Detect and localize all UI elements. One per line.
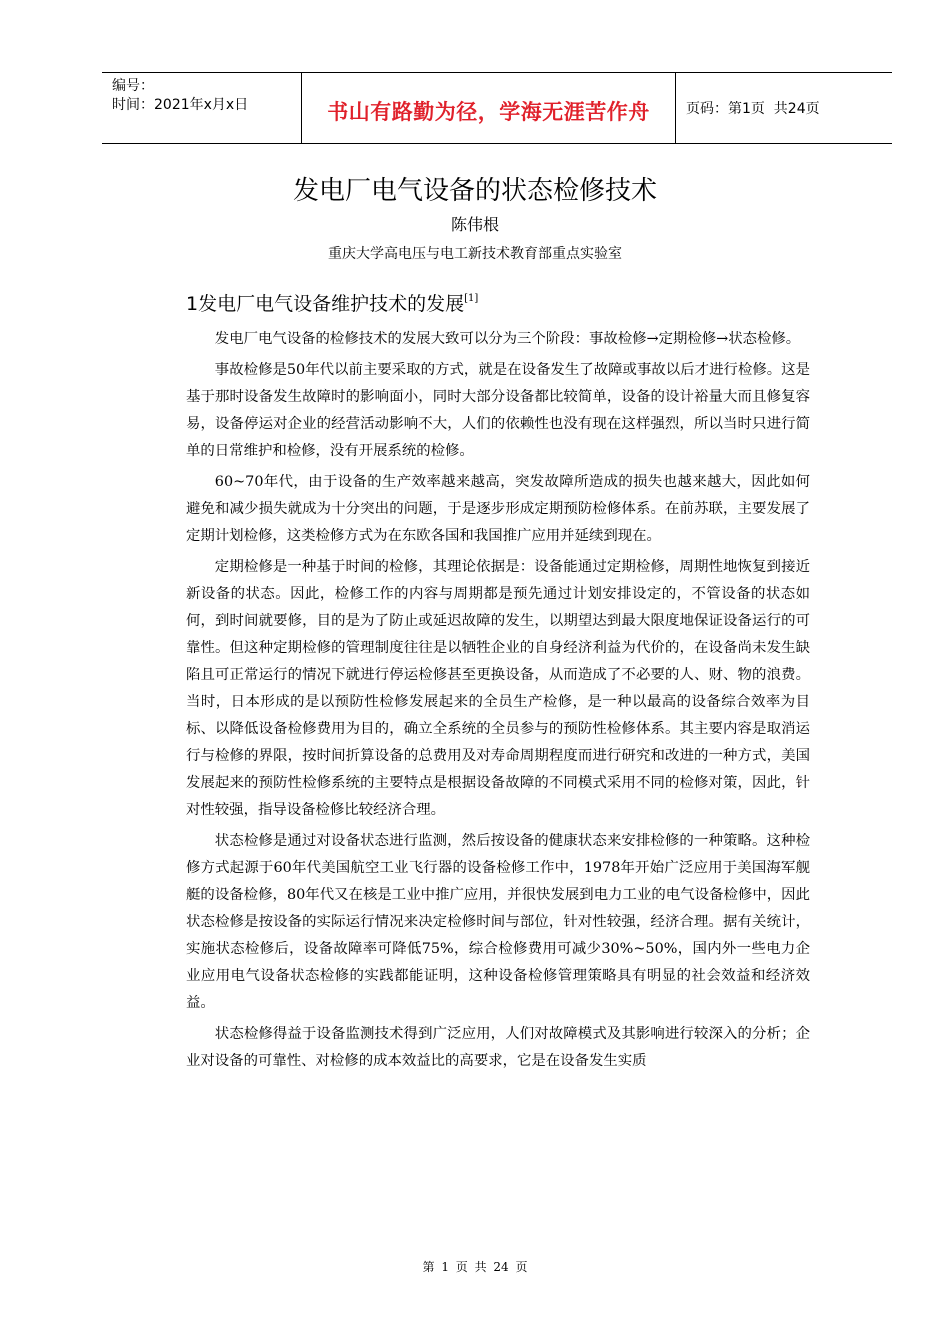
document-header-table	[102, 72, 892, 144]
paragraph: 事故检修是50年代以前主要采取的方式，就是在设备发生了故障或事故以后才进行检修。这是基于那时设备发生故障时的影响面小，同时大部分设备都比较简单，设备的设计裕量大而且修复容易，设备停运对企业的经营活动影响不大，人们的依赖性也没有现在这样强烈，所以当时只进行简单的日常维护和检修，没有开展系统的检修。	[186, 362, 810, 459]
page-footer: 第 1 页 共 24 页	[422, 1260, 528, 1274]
section-heading	[186, 289, 478, 316]
page-info: 页码：第1页 共24页	[686, 101, 820, 117]
paragraph: 定期检修是一种基于时间的检修，其理论依据是：设备能通过定期检修，周期性地恢复到接近新设备的状态。因此，检修工作的内容与周期都是预先通过计划安排设定的，不管设备的状态如何，到时间就要修，目的是为了防止或延迟故障的发生，以期望达到最大限度地保证设备运行的可靠性。但这种定期检修的管理制度往往是以牺牲企业的自身经济利益为代价的，在设备尚未发生缺陷且可正常运行的情况下就进行停运检修甚至更换设备，从而造成了不必要的人、财、物的浪费。当时，日本形成的是以预防性检修发展起来的全员生产检修，是一种以最高的设备综合效率为目标、以降低设备检修费用为目的，确立全系统的全员参与的预防性检修体系。其主要内容是取消运行与检修的界限，按时间折算设备的总费用及对寿命周期程度而进行研究和改进的一种方式，美国发展起来的预防性检修系统的主要特点是根据设备故障的不同模式采用不同的检修对策，因此，针对性较强，指导设备检修比较经济合理。	[186, 559, 810, 818]
document-title: 发电厂电气设备的状态检修技术	[292, 176, 657, 206]
header-motto: 书山有路勤为径，学海无涯苦作舟	[302, 73, 676, 143]
author-name: 陈伟根	[450, 215, 499, 234]
body-text	[186, 326, 810, 1079]
paragraph: 60~70年代，由于设备的生产效率越来越高，突发故障所造成的损失也越来越大，因此如何避免和减少损失就成为十分突出的问题，于是逐步形成定期预防检修体系。在前苏联，主要发展了定期计划检修，这类检修方式为在东欧各国和我国推广应用并延续到现在。	[186, 474, 810, 544]
paragraph: 状态检修得益于设备监测技术得到广泛应用，人们对故障模式及其影响进行较深入的分析；企业对设备的可靠性、对检修的成本效益比的高要求，它是在设备发生实质	[186, 1026, 810, 1069]
author-affiliation: 重庆大学高电压与电工新技术教育部重点实验室	[328, 246, 622, 262]
section-heading-text: 1发电厂电气设备维护技术的发展	[186, 293, 465, 315]
header-page-info-cell	[676, 73, 892, 143]
code-label: 编号：	[112, 78, 154, 94]
paragraph: 发电厂电气设备的检修技术的发展大致可以分为三个阶段：事故检修→定期检修→状态检修。	[214, 331, 801, 347]
header-meta-cell	[102, 73, 302, 143]
paragraph: 状态检修是通过对设备状态进行监测，然后按设备的健康状态来安排检修的一种策略。这种检修方式起源于60年代美国航空工业飞行器的设备检修工作中，1978年开始广泛应用于美国海军舰艇的设备检修，80年代又在核是工业中推广应用，并很快发展到电力工业的电气设备检修中，因此状态检修是按设备的实际运行情况来决定检修时间与部位，针对性较强，经济合理。据有关统计，实施状态检修后，设备故障率可降低75%，综合检修费用可减少30%~50%，国内外一些电力企业应用电气设备状态检修的实践都能证明，这种设备检修管理策略具有明显的社会效益和经济效益。	[186, 833, 810, 1011]
date-line: 时间：2021年x月x日	[112, 97, 249, 113]
citation-ref: [1]	[464, 293, 479, 304]
